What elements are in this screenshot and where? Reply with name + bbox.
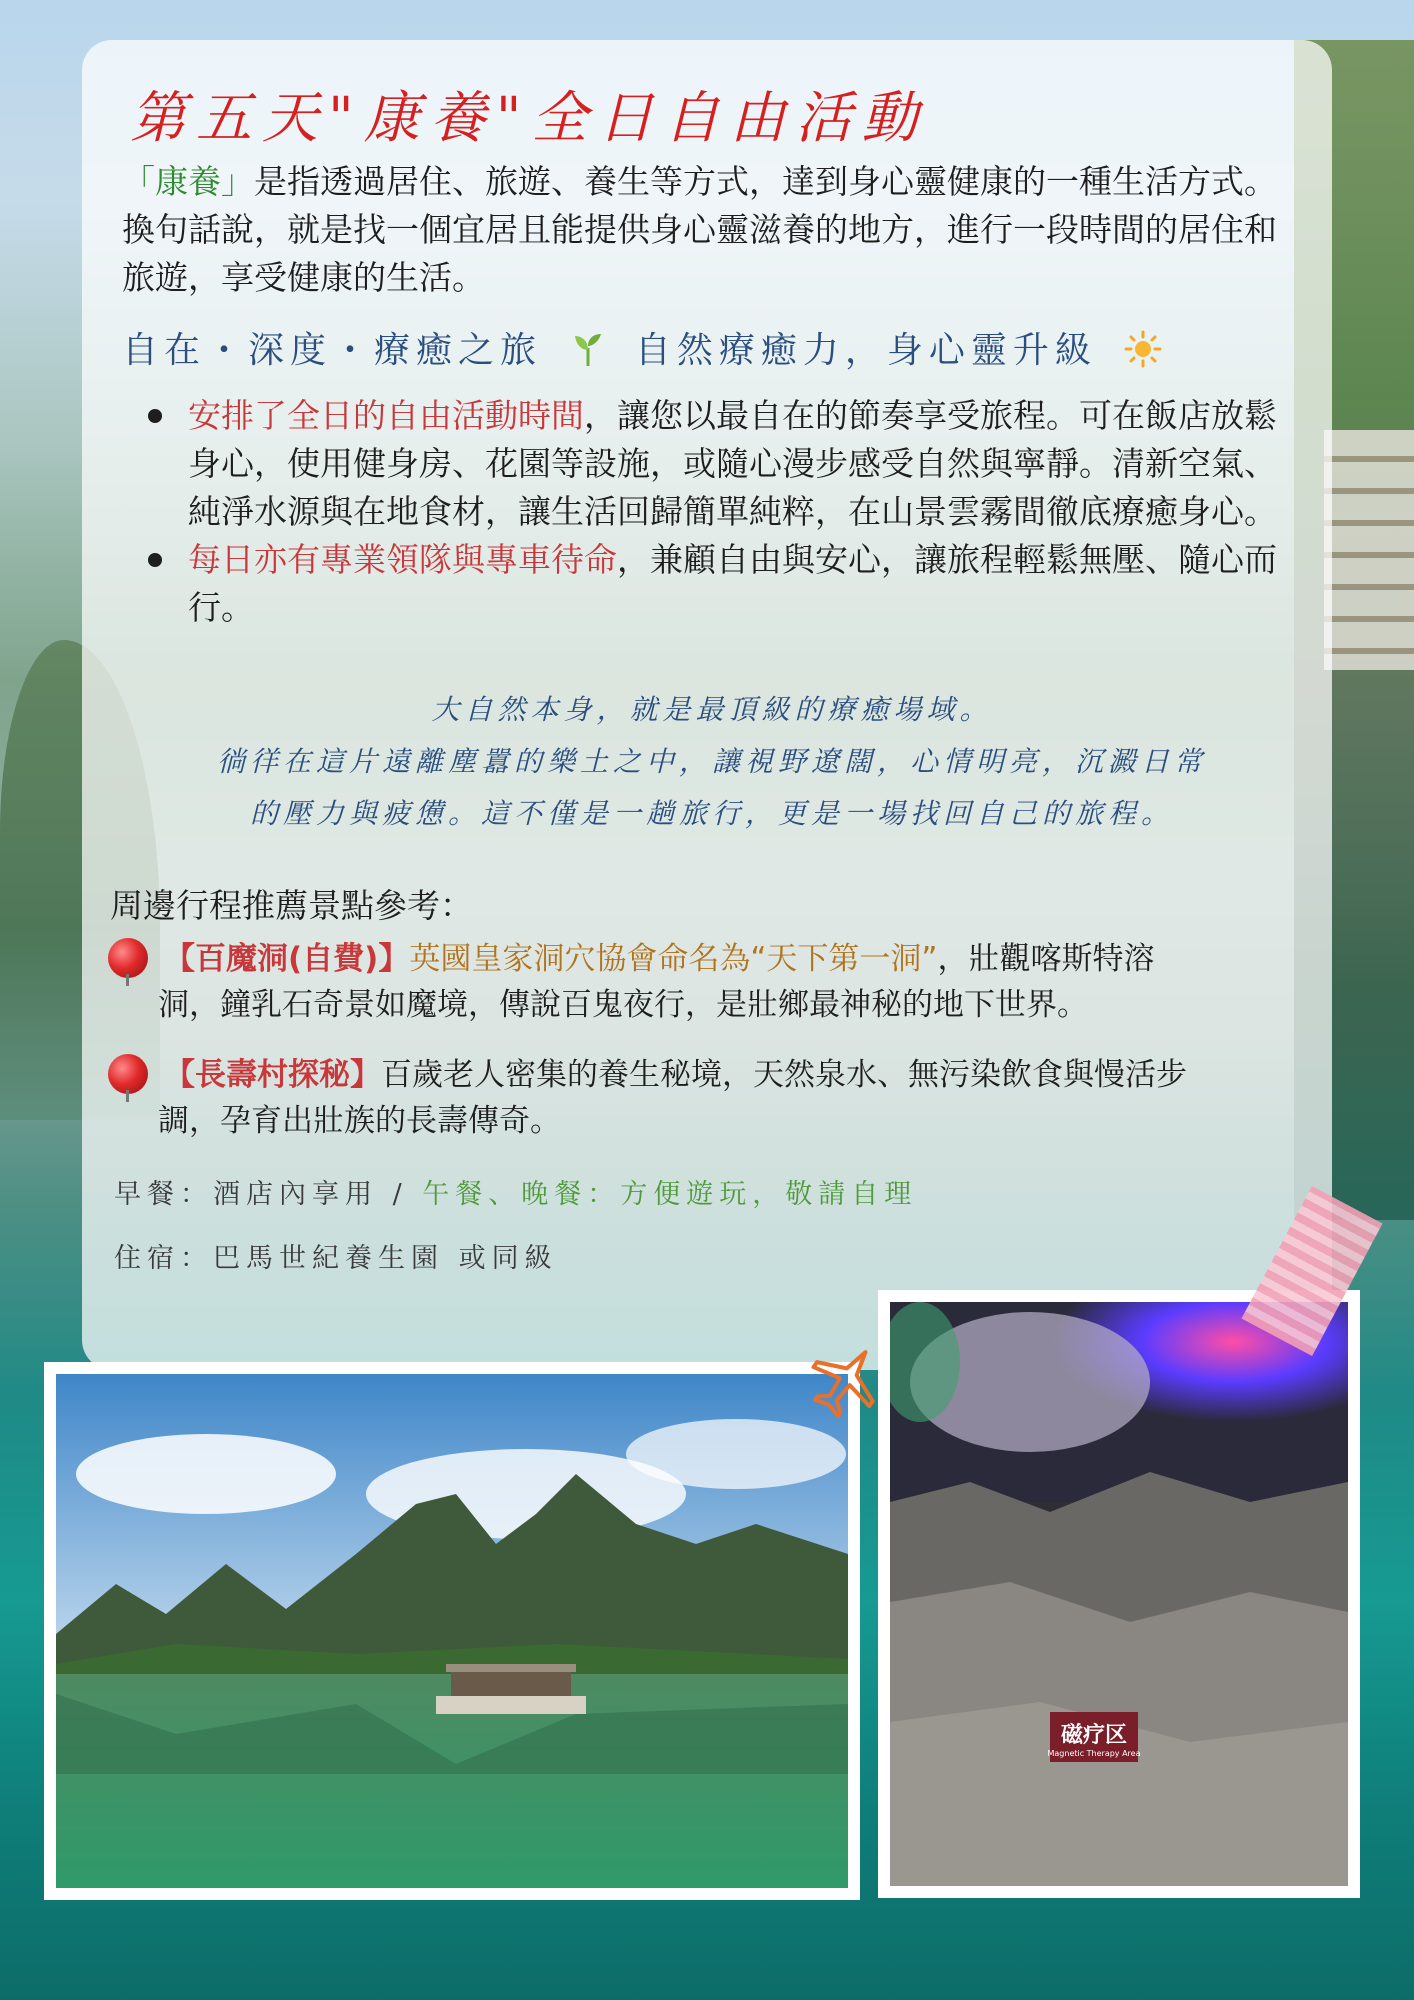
intro-text: 是指透過居住、旅遊、養生等方式，達到身心靈健康的一種生活方式。 換句話說，就是找一個宜居且能提供身心靈滋養的地方，進行一段時間的居住和旅遊，享受健康的生活。 [122, 162, 1277, 297]
pushpin-icon [108, 1054, 148, 1094]
feature-bullets [146, 392, 1302, 632]
intro-highlight: 「康養」 [122, 162, 254, 201]
sights-heading: 周邊行程推薦景點參考： [110, 886, 473, 925]
sight-desc-line2: 調，孕育出壯族的長壽傳奇。 [158, 1103, 561, 1139]
lunch-dinner-text: 午餐、晚餐：方便遊玩，敬請自理 [422, 1179, 918, 1210]
cave-photo [878, 1290, 1360, 1898]
meal-info [114, 1172, 917, 1211]
riverside-buildings [1324, 430, 1414, 670]
breakfast-text: 早餐：酒店內享用 / [114, 1179, 423, 1210]
bullet-dot-icon [148, 553, 162, 567]
sight-desc: ，壯觀喀斯特溶 [937, 941, 1155, 977]
sight-desc-line2: 洞，鐘乳石奇景如魔境，傳說百鬼夜行，是壯鄉最神秘的地下世界。 [158, 987, 1088, 1023]
bullet-item [146, 536, 1302, 632]
quote-line-1: 大自然本身，就是最頂級的療癒場域。 [431, 693, 993, 726]
quote-line-3: 的壓力與疲憊。這不僅是一趟旅行，更是一場找回自己的旅程。 [249, 797, 1174, 830]
sight-name: 【百魔洞(自費)】 [164, 941, 410, 977]
sight-item-baimo-cave [108, 936, 1308, 1028]
bullet-text: ，兼顧自由與安心，讓旅程輕鬆無壓、隨心而行。 [188, 540, 1277, 627]
bullet-highlight: 安排了全日的自由活動時間 [188, 396, 584, 435]
river-karst-photo [44, 1362, 860, 1900]
bullet-text: ，讓您以最自在的節奏享受旅程。可在飯店放鬆身心，使用健身房、花園等設施，或隨心漫步感受自然與寧靜。清新空氣、純淨水源與在地食材，讓生活回歸簡單純粹，在山景雲霧間徹底療癒身心。 [188, 396, 1277, 531]
sun-icon [1124, 330, 1162, 371]
intro-paragraph [122, 158, 1302, 302]
sight-item-longevity-village [108, 1052, 1308, 1144]
page-title: 第五天"康養"全日自由活動 [130, 86, 928, 151]
bullet-highlight: 每日亦有專業領隊與專車待命 [188, 540, 617, 579]
pushpin-icon [108, 938, 148, 978]
cave-sign-sub: Magnetic Therapy Area [1047, 1749, 1141, 1758]
lodging-info: 住宿：巴馬世紀養生園 或同級 [114, 1243, 558, 1274]
bullet-item [146, 392, 1302, 536]
tagline [122, 322, 1302, 373]
sight-highlight: 英國皇家洞穴協會命名為“天下第一洞” [409, 941, 938, 977]
airplane-icon [806, 1340, 886, 1420]
tagline-right: 自然療癒力，身心靈升級 [634, 330, 1097, 371]
cave-sign-main: 磁疗区 [1060, 1723, 1128, 1748]
sprout-icon [573, 330, 620, 371]
sight-name: 【長壽村探秘】 [164, 1057, 381, 1093]
tagline-left: 自在・深度・療癒之旅 [122, 330, 543, 371]
sight-desc: 百歲老人密集的養生秘境，天然泉水、無污染飲食與慢活步 [381, 1057, 1187, 1093]
quote-line-2: 徜徉在這片遠離塵囂的樂土之中，讓視野遼闊，心情明亮，沉澱日常 [216, 745, 1207, 778]
bullet-dot-icon [148, 409, 162, 423]
